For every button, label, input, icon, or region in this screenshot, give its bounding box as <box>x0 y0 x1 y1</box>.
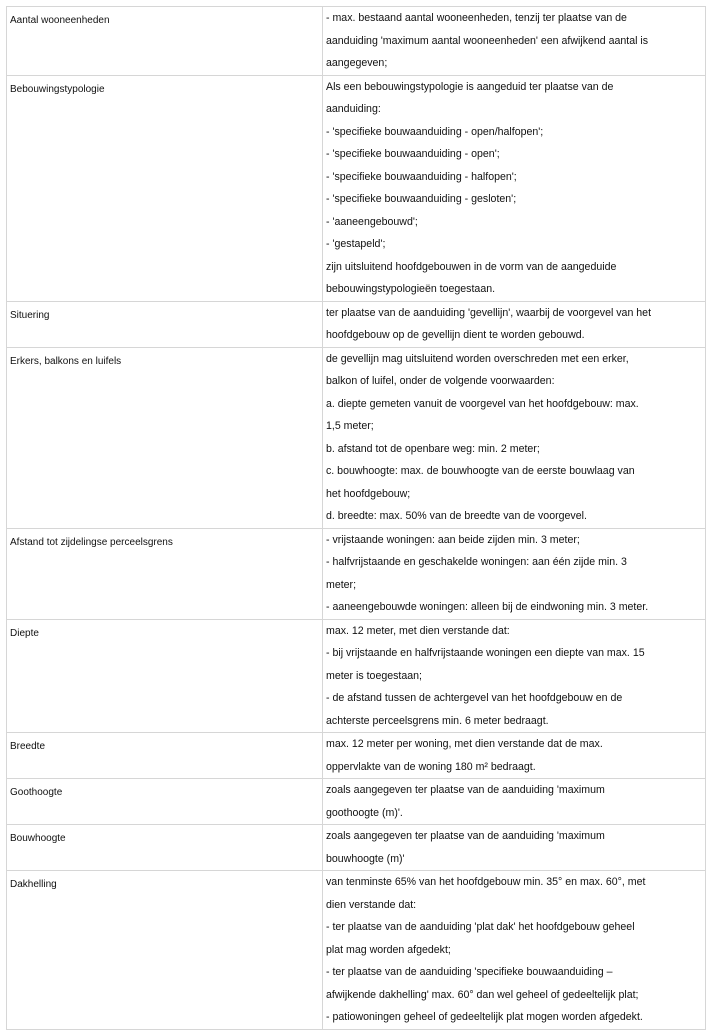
row-label: Bebouwingstypologie <box>7 75 323 301</box>
value-line: - halfvrijstaande en geschakelde woningen: aan één zijde min. 3 <box>326 556 627 568</box>
value-line: bouwhoogte (m)' <box>326 852 405 865</box>
building-rules-table <box>6 6 706 1030</box>
value-line: Als een bebouwingstypologie is aangeduid ter plaatse van de <box>326 80 614 93</box>
value-line: max. 12 meter per woning, met dien verstande dat de max. <box>326 738 603 750</box>
row-value <box>323 779 706 825</box>
value-line: b. afstand tot de openbare weg: min. 2 meter; <box>326 442 540 455</box>
value-line: zijn uitsluitend hoofdgebouwen in de vorm van de aangeduide <box>326 260 617 273</box>
value-line: meter is toegestaan; <box>326 669 422 682</box>
value-line: - 'specifieke bouwaanduiding - open/halfopen'; <box>326 125 544 138</box>
row-label: Afstand tot zijdelingse perceelsgrens <box>7 528 323 619</box>
table-row <box>7 301 706 347</box>
table-row <box>7 825 706 871</box>
value-line: dien verstande dat: <box>326 898 417 911</box>
value-line: - patiowoningen geheel of gedeeltelijk plat mogen worden afgedekt. <box>326 1011 643 1023</box>
value-line: - 'specifieke bouwaanduiding - gesloten'; <box>326 193 517 205</box>
value-line: - ter plaatse van de aanduiding 'plat dak' het hoofdgebouw geheel <box>326 921 635 933</box>
value-line: - 'aaneengebouwd'; <box>326 215 418 228</box>
value-line: - 'gestapeld'; <box>326 238 386 250</box>
row-label: Dakhelling <box>7 871 323 1030</box>
row-value <box>323 528 706 619</box>
row-value <box>323 619 706 733</box>
row-value <box>323 301 706 347</box>
table-row <box>7 528 706 619</box>
value-line: aanduiding 'maximum aantal wooneenheden' een afwijkend aantal is <box>326 34 649 47</box>
row-label: Breedte <box>7 733 323 779</box>
value-line: het hoofdgebouw; <box>326 487 411 500</box>
value-line: 1,5 meter; <box>326 420 374 432</box>
row-value <box>323 75 706 301</box>
table-row <box>7 347 706 528</box>
value-line: balkon of luifel, onder de volgende voorwaarden: <box>326 375 555 387</box>
row-label: Situering <box>7 301 323 347</box>
value-line: - vrijstaande woningen: aan beide zijden min. 3 meter; <box>326 533 580 546</box>
value-line: goothoogte (m)'. <box>326 806 403 819</box>
value-line: achterste perceelsgrens min. 6 meter bedraagt. <box>326 714 549 727</box>
value-line: zoals aangegeven ter plaatse van de aanduiding 'maximum <box>326 784 605 796</box>
table-row <box>7 779 706 825</box>
value-line: max. 12 meter, met dien verstande dat: <box>326 624 510 637</box>
value-line: aangegeven; <box>326 57 388 69</box>
table-body <box>7 7 706 1030</box>
value-line: - 'specifieke bouwaanduiding - halfopen'; <box>326 170 517 183</box>
value-line: a. diepte gemeten vanuit de voorgevel van het hoofdgebouw: max. <box>326 397 639 410</box>
value-line: zoals aangegeven ter plaatse van de aanduiding 'maximum <box>326 830 605 842</box>
value-line: d. breedte: max. 50% van de breedte van de voorgevel. <box>326 510 587 522</box>
row-value <box>323 7 706 76</box>
value-line: oppervlakte van de woning 180 m² bedraagt. <box>326 760 536 773</box>
value-line: van tenminste 65% van het hoofdgebouw min. 35° en max. 60°, met <box>326 876 646 888</box>
row-label: Bouwhoogte <box>7 825 323 871</box>
value-line: - aaneengebouwde woningen: alleen bij de eindwoning min. 3 meter. <box>326 601 649 613</box>
value-line: - max. bestaand aantal wooneenheden, tenzij ter plaatse van de <box>326 12 627 24</box>
value-line: bebouwingstypologieën toegestaan. <box>326 283 496 295</box>
table-row <box>7 733 706 779</box>
row-label: Goothoogte <box>7 779 323 825</box>
value-line: meter; <box>326 578 357 591</box>
value-line: - 'specifieke bouwaanduiding - open'; <box>326 148 500 160</box>
value-line: aanduiding: <box>326 103 381 115</box>
value-line: hoofdgebouw op de gevellijn dient te worden gebouwd. <box>326 329 585 341</box>
row-label: Aantal wooneenheden <box>7 7 323 76</box>
row-value <box>323 347 706 528</box>
row-value <box>323 733 706 779</box>
value-line: - bij vrijstaande en halfvrijstaande woningen een diepte van max. 15 <box>326 647 645 659</box>
row-label: Diepte <box>7 619 323 733</box>
value-line: c. bouwhoogte: max. de bouwhoogte van de eerste bouwlaag van <box>326 465 635 477</box>
table-row <box>7 75 706 301</box>
value-line: plat mag worden afgedekt; <box>326 943 451 956</box>
row-value <box>323 871 706 1030</box>
regulation-document <box>6 6 706 1030</box>
table-row <box>7 7 706 76</box>
value-line: - de afstand tussen de achtergevel van het hoofdgebouw en de <box>326 692 623 704</box>
table-row <box>7 619 706 733</box>
value-line: ter plaatse van de aanduiding 'gevellijn', waarbij de voorgevel van het <box>326 306 652 319</box>
row-label: Erkers, balkons en luifels <box>7 347 323 528</box>
value-line: - ter plaatse van de aanduiding 'specifieke bouwaanduiding – <box>326 966 613 978</box>
value-line: afwijkende dakhelling' max. 60° dan wel geheel of gedeeltelijk plat; <box>326 988 639 1001</box>
table-row <box>7 871 706 1030</box>
row-value <box>323 825 706 871</box>
value-line: de gevellijn mag uitsluitend worden overschreden met een erker, <box>326 352 629 365</box>
